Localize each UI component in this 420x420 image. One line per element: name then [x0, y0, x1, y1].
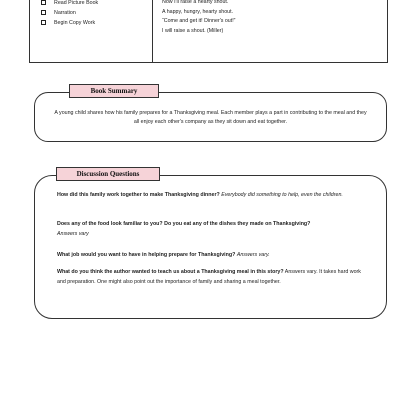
lesson-table [29, 0, 388, 63]
checkbox-icon[interactable] [41, 20, 46, 25]
book-summary-panel [34, 92, 387, 142]
checklist-label: Read Picture Book [54, 0, 99, 6]
activity-checklist [41, 0, 98, 28]
checklist-item[interactable] [41, 0, 98, 8]
checklist-item[interactable] [41, 18, 98, 28]
discussion-question [57, 268, 367, 287]
checkbox-icon[interactable] [41, 10, 46, 15]
poem-text [162, 0, 235, 36]
book-summary-heading: Book Summary [69, 84, 159, 98]
checklist-item[interactable] [41, 8, 98, 18]
checklist-label: Narration [54, 10, 76, 16]
answer-text: Answers vary [57, 230, 89, 237]
discussion-question [57, 191, 367, 201]
checklist-label: Begin Copy Work [54, 20, 96, 26]
question-text: How did this family work together to make Thanksgiving dinner? [57, 192, 220, 198]
discussion-questions-heading: Discussion Questions [56, 167, 160, 181]
answer-text: Answers vary. [236, 252, 270, 258]
answer-text: Everybody did something to help, even the children. [221, 192, 343, 198]
poem-line: Now I'll raise a hearty shout. [162, 0, 229, 5]
poem-line: “Come and get it! Dinner's out!” [162, 18, 236, 25]
question-text: What do you think the author wanted to teach us about a Thanksgiving meal in this story? [57, 269, 284, 275]
book-summary-text: A young child shares how his family prepares for a Thanksgiving meal. Each member plays a part in contributing to the meal and they all enjoy each other's company as they sit down and eat together. [54, 110, 367, 125]
discussion-question [57, 251, 367, 261]
answer-text: Answers vary. It takes hard work and preparation. One might also point out the importance of family and sharing a meal together. [57, 269, 361, 285]
column-divider [152, 0, 153, 62]
discussion-question [57, 220, 367, 239]
discussion-questions-panel [34, 175, 387, 319]
question-text: Does any of the food look familiar to you? Do you eat any of the dishes they made on Thanksgiving? [57, 221, 311, 227]
checkbox-icon[interactable] [41, 0, 46, 5]
question-text: What job would you want to have in helping prepare for Thanksgiving? [57, 252, 236, 258]
poem-line: A happy, hungry, hearty shout. [162, 8, 234, 15]
poem-line: I will raise a shout. (Miller) [162, 27, 224, 34]
